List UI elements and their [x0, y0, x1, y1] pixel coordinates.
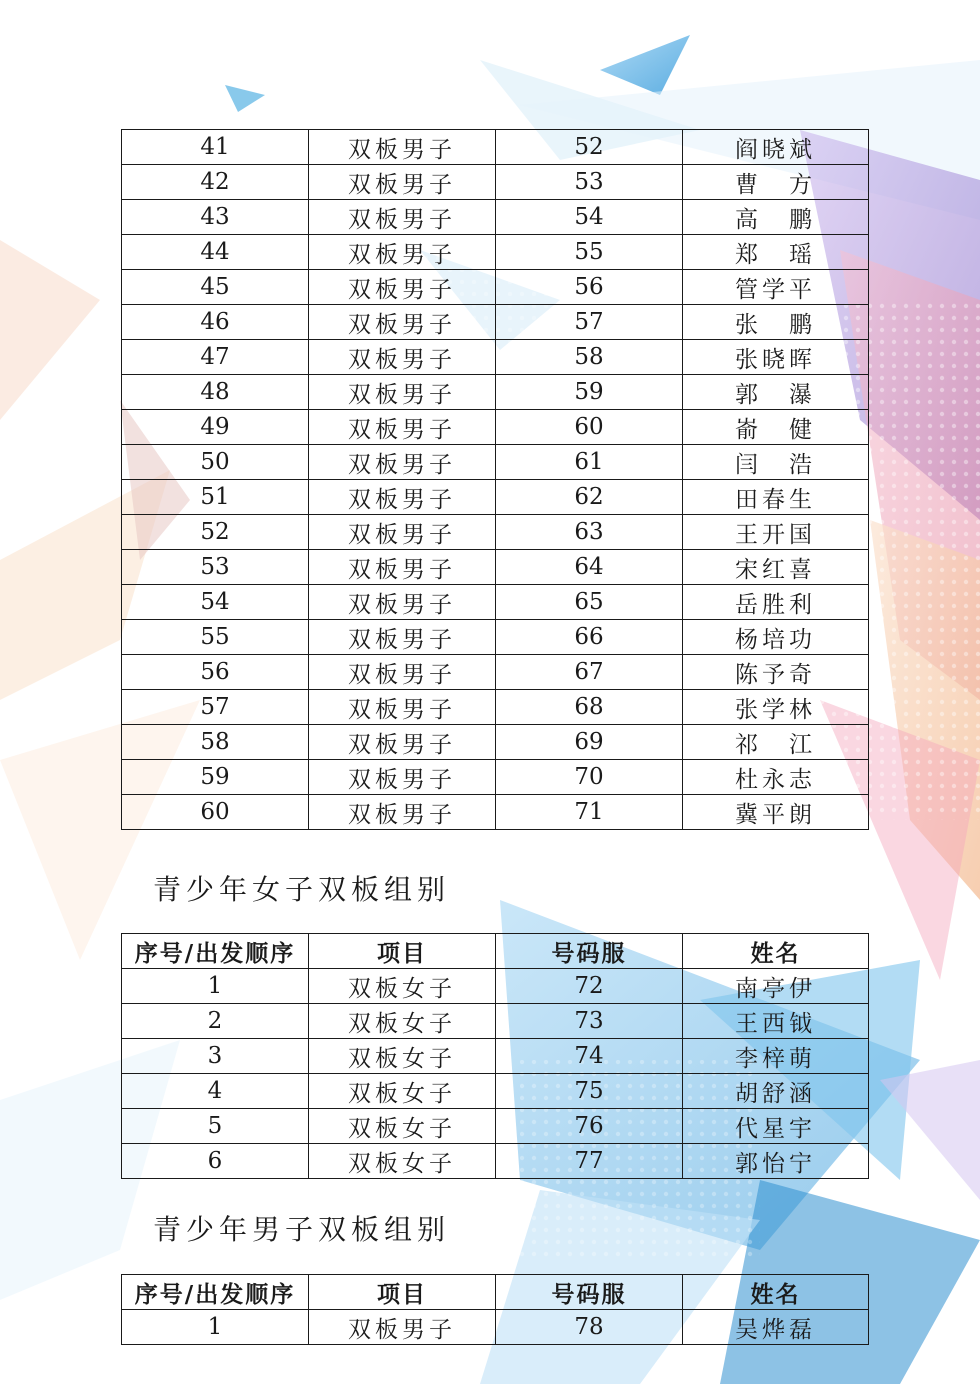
table-row — [122, 375, 869, 410]
table-row — [122, 515, 869, 550]
cell-order: 58 — [122, 725, 309, 760]
cell-bib: 71 — [496, 795, 683, 830]
cell-bib: 69 — [496, 725, 683, 760]
header-name: 姓名 — [683, 934, 869, 969]
cell-bib: 62 — [496, 480, 683, 515]
roster-table-women — [121, 933, 869, 1179]
cell-event: 双板男子 — [309, 620, 496, 655]
cell-name: 高 鹏 — [683, 200, 869, 235]
cell-event: 双板男子 — [309, 795, 496, 830]
cell-order: 5 — [122, 1109, 309, 1144]
table-row — [122, 1144, 869, 1179]
cell-event: 双板男子 — [309, 305, 496, 340]
table-row — [122, 1109, 869, 1144]
cell-name: 郭 瀑 — [683, 375, 869, 410]
table-row — [122, 1039, 869, 1074]
cell-name: 李梓萌 — [683, 1039, 869, 1074]
cell-order: 48 — [122, 375, 309, 410]
cell-event: 双板男子 — [309, 480, 496, 515]
cell-name: 代星宇 — [683, 1109, 869, 1144]
table-row — [122, 550, 869, 585]
cell-bib: 65 — [496, 585, 683, 620]
section-title-men: 青少年男子双板组别 — [153, 1213, 451, 1246]
table-row — [122, 165, 869, 200]
cell-order: 46 — [122, 305, 309, 340]
cell-bib: 76 — [496, 1109, 683, 1144]
table-row — [122, 270, 869, 305]
cell-order: 60 — [122, 795, 309, 830]
cell-name: 南亭伊 — [683, 969, 869, 1004]
cell-event: 双板女子 — [309, 969, 496, 1004]
table-row — [122, 585, 869, 620]
cell-event: 双板男子 — [309, 410, 496, 445]
roster-table-men — [121, 1274, 869, 1345]
cell-order: 1 — [122, 1310, 309, 1345]
cell-bib: 53 — [496, 165, 683, 200]
cell-order: 55 — [122, 620, 309, 655]
cell-name: 嵛 健 — [683, 410, 869, 445]
table-row — [122, 1004, 869, 1039]
cell-name: 王开国 — [683, 515, 869, 550]
cell-bib: 70 — [496, 760, 683, 795]
cell-order: 49 — [122, 410, 309, 445]
cell-bib: 73 — [496, 1004, 683, 1039]
cell-order: 41 — [122, 130, 309, 165]
cell-bib: 55 — [496, 235, 683, 270]
cell-name: 杨培功 — [683, 620, 869, 655]
cell-bib: 63 — [496, 515, 683, 550]
cell-name: 田春生 — [683, 480, 869, 515]
cell-event: 双板女子 — [309, 1144, 496, 1179]
cell-order: 44 — [122, 235, 309, 270]
cell-event: 双板男子 — [309, 690, 496, 725]
cell-order: 51 — [122, 480, 309, 515]
cell-order: 53 — [122, 550, 309, 585]
header-order: 序号/出发顺序 — [122, 934, 309, 969]
cell-name: 祁 江 — [683, 725, 869, 760]
cell-name: 阎晓斌 — [683, 130, 869, 165]
table-header-row — [122, 934, 869, 969]
cell-order: 52 — [122, 515, 309, 550]
cell-bib: 74 — [496, 1039, 683, 1074]
cell-event: 双板女子 — [309, 1004, 496, 1039]
cell-order: 56 — [122, 655, 309, 690]
cell-event: 双板女子 — [309, 1109, 496, 1144]
cell-event: 双板男子 — [309, 270, 496, 305]
cell-bib: 72 — [496, 969, 683, 1004]
cell-name: 王西钺 — [683, 1004, 869, 1039]
cell-event: 双板男子 — [309, 445, 496, 480]
cell-event: 双板男子 — [309, 585, 496, 620]
cell-event: 双板男子 — [309, 235, 496, 270]
cell-event: 双板男子 — [309, 1310, 496, 1345]
header-event: 项目 — [309, 934, 496, 969]
table-row — [122, 235, 869, 270]
table-header-row — [122, 1275, 869, 1310]
cell-bib: 75 — [496, 1074, 683, 1109]
cell-order: 45 — [122, 270, 309, 305]
table-row — [122, 305, 869, 340]
cell-bib: 78 — [496, 1310, 683, 1345]
cell-name: 郑 瑶 — [683, 235, 869, 270]
roster-table-continued — [121, 129, 869, 830]
cell-bib: 54 — [496, 200, 683, 235]
cell-order: 6 — [122, 1144, 309, 1179]
table-row — [122, 480, 869, 515]
cell-order: 42 — [122, 165, 309, 200]
cell-event: 双板男子 — [309, 550, 496, 585]
table-row — [122, 130, 869, 165]
table-row — [122, 690, 869, 725]
header-bib: 号码服 — [496, 934, 683, 969]
cell-name: 杜永志 — [683, 760, 869, 795]
table-row — [122, 1074, 869, 1109]
cell-bib: 57 — [496, 305, 683, 340]
cell-name: 岳胜利 — [683, 585, 869, 620]
cell-event: 双板男子 — [309, 760, 496, 795]
cell-event: 双板男子 — [309, 725, 496, 760]
cell-order: 1 — [122, 969, 309, 1004]
cell-order: 54 — [122, 585, 309, 620]
cell-event: 双板男子 — [309, 340, 496, 375]
cell-bib: 64 — [496, 550, 683, 585]
cell-name: 管学平 — [683, 270, 869, 305]
table-row — [122, 1310, 869, 1345]
cell-event: 双板男子 — [309, 165, 496, 200]
cell-name: 陈予奇 — [683, 655, 869, 690]
header-event: 项目 — [309, 1275, 496, 1310]
cell-name: 郭怡宁 — [683, 1144, 869, 1179]
cell-bib: 52 — [496, 130, 683, 165]
cell-order: 59 — [122, 760, 309, 795]
cell-event: 双板女子 — [309, 1039, 496, 1074]
cell-name: 张学林 — [683, 690, 869, 725]
table-row — [122, 445, 869, 480]
cell-event: 双板男子 — [309, 515, 496, 550]
cell-name: 闫 浩 — [683, 445, 869, 480]
table-row — [122, 655, 869, 690]
cell-bib: 77 — [496, 1144, 683, 1179]
table-row — [122, 410, 869, 445]
cell-name: 冀平朗 — [683, 795, 869, 830]
cell-name: 宋红喜 — [683, 550, 869, 585]
cell-event: 双板男子 — [309, 200, 496, 235]
cell-event: 双板男子 — [309, 130, 496, 165]
table-row — [122, 969, 869, 1004]
cell-event: 双板女子 — [309, 1074, 496, 1109]
table-row — [122, 760, 869, 795]
header-order: 序号/出发顺序 — [122, 1275, 309, 1310]
cell-bib: 66 — [496, 620, 683, 655]
section-title-women: 青少年女子双板组别 — [153, 873, 451, 906]
cell-bib: 60 — [496, 410, 683, 445]
table-row — [122, 795, 869, 830]
cell-name: 曹 方 — [683, 165, 869, 200]
cell-bib: 56 — [496, 270, 683, 305]
cell-bib: 59 — [496, 375, 683, 410]
table-row — [122, 340, 869, 375]
cell-order: 43 — [122, 200, 309, 235]
cell-name: 胡舒涵 — [683, 1074, 869, 1109]
table-row — [122, 620, 869, 655]
cell-order: 4 — [122, 1074, 309, 1109]
cell-order: 2 — [122, 1004, 309, 1039]
header-name: 姓名 — [683, 1275, 869, 1310]
cell-order: 47 — [122, 340, 309, 375]
cell-bib: 67 — [496, 655, 683, 690]
cell-name: 张晓晖 — [683, 340, 869, 375]
table-row — [122, 200, 869, 235]
header-bib: 号码服 — [496, 1275, 683, 1310]
cell-name: 吴烨磊 — [683, 1310, 869, 1345]
cell-order: 3 — [122, 1039, 309, 1074]
cell-bib: 58 — [496, 340, 683, 375]
cell-event: 双板男子 — [309, 655, 496, 690]
cell-event: 双板男子 — [309, 375, 496, 410]
cell-order: 50 — [122, 445, 309, 480]
cell-bib: 61 — [496, 445, 683, 480]
table-row — [122, 725, 869, 760]
cell-bib: 68 — [496, 690, 683, 725]
cell-name: 张 鹏 — [683, 305, 869, 340]
cell-order: 57 — [122, 690, 309, 725]
